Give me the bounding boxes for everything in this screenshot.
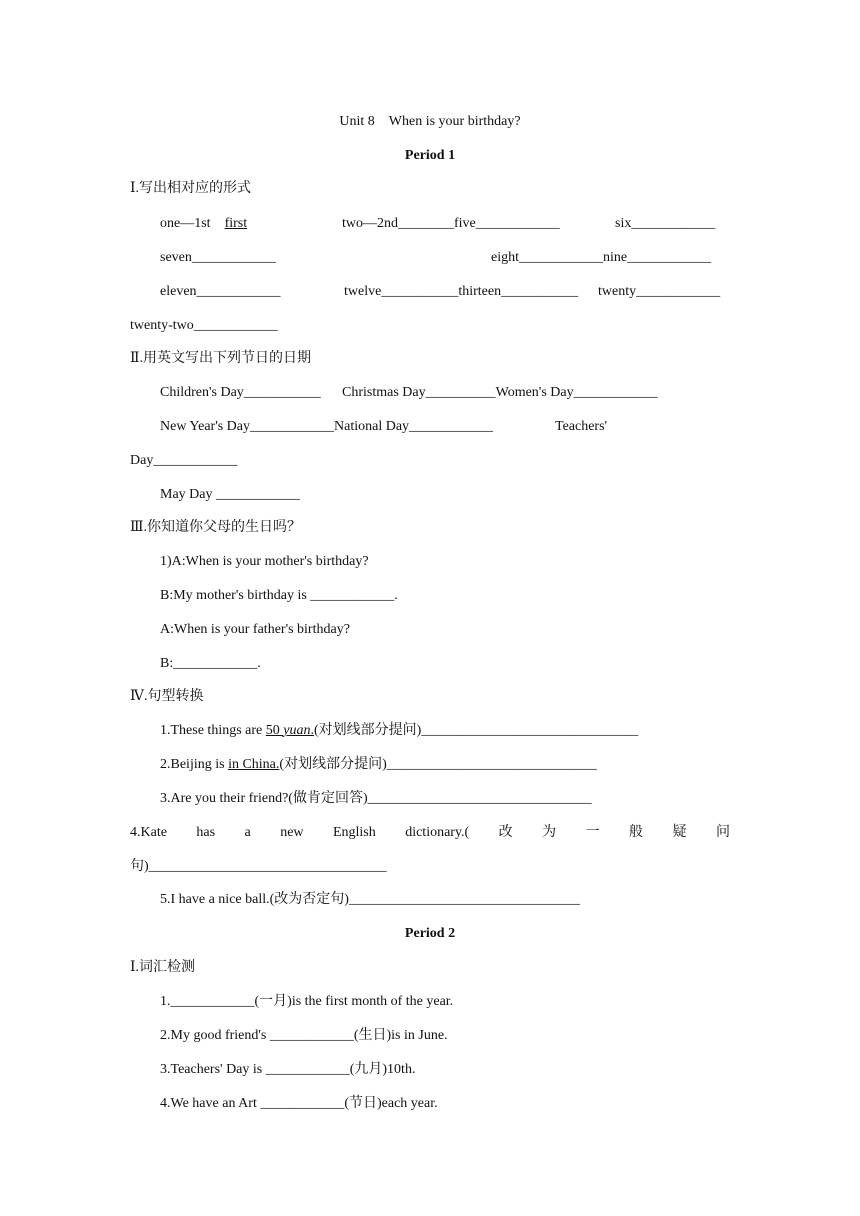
unit-title: Unit 8 When is your birthday? — [339, 114, 521, 129]
item-1-underlined-number: 50 — [265, 723, 284, 738]
vocab-item-2: 2.My good friend's ____________(生日)is in June. — [160, 1028, 448, 1043]
ordinal-two-five: two—2nd________five____________ — [342, 216, 560, 231]
transform-item-1 — [160, 722, 638, 740]
one-answer: first — [224, 216, 248, 231]
vocab-item-3: 3.Teachers' Day is ____________(九月)10th. — [160, 1062, 416, 1077]
item-4-word: 4.Kate — [130, 825, 167, 840]
item-4-word: 疑 — [672, 825, 687, 840]
item-2-text: 2.Beijing is — [160, 757, 229, 772]
period-2-heading: Period 2 — [404, 926, 456, 941]
item-1-underlined-unit: yuan — [283, 723, 311, 738]
transform-item-5: 5.I have a nice ball.(改为否定句)_________________________________ — [160, 892, 580, 907]
transform-item-4-cont: 句)__________________________________ — [130, 859, 387, 874]
item-4-word: 改 — [498, 825, 513, 840]
item-2-instruction: (对划线部分提问)______________________________ — [279, 757, 597, 772]
transform-item-2 — [160, 756, 597, 774]
dialog-a1: B:My mother's birthday is ____________. — [160, 588, 398, 603]
ordinal-seven: seven____________ — [160, 250, 276, 265]
holiday-may-day: May Day ____________ — [160, 487, 300, 502]
item-4-word: dictionary.( — [405, 825, 470, 840]
holiday-teachers-cont: Day____________ — [130, 453, 238, 468]
ordinal-twelve-thirteen: twelve___________thirteen___________ — [344, 284, 579, 299]
item-4-word: 般 — [629, 825, 644, 840]
transform-item-3: 3.Are you their friend?(做肯定回答)________________________________ — [160, 791, 592, 806]
ordinal-twenty: twenty____________ — [598, 284, 721, 299]
one-prefix: one—1st — [160, 216, 211, 231]
ordinal-eleven: eleven____________ — [160, 284, 281, 299]
dialog-q2: A:When is your father's birthday? — [160, 622, 350, 637]
item-4-word: a — [244, 825, 251, 840]
section-2-heading: Ⅱ.用英文写出下列节日的日期 — [130, 351, 312, 366]
item-2-underlined: in China. — [228, 757, 280, 772]
ordinal-eight-nine: eight____________nine____________ — [491, 250, 712, 265]
vocab-item-1: 1.____________(一月)is the first month of the year. — [160, 994, 454, 1009]
holiday-childrens-day: Children's Day___________ — [160, 385, 321, 400]
item-4-word: English — [332, 825, 376, 840]
dialog-a2: B:____________. — [160, 656, 261, 671]
ordinal-row-1 — [160, 215, 247, 233]
item-1-underlined-period: . — [310, 723, 314, 738]
item-4-word: has — [196, 825, 216, 840]
transform-item-4 — [130, 824, 730, 842]
holiday-teachers: Teachers' — [555, 419, 608, 434]
ordinal-six: six____________ — [615, 216, 716, 231]
period-1-heading: Period 1 — [404, 148, 456, 163]
ordinal-twenty-two: twenty-two____________ — [130, 318, 278, 333]
section-3-heading: Ⅲ.你知道你父母的生日吗？ — [130, 520, 302, 535]
section-4-heading: Ⅳ.句型转换 — [130, 689, 204, 704]
dialog-q1: 1)A:When is your mother's birthday? — [160, 554, 369, 569]
holiday-newyear-national: New Year's Day____________National Day____________ — [160, 419, 494, 434]
holiday-christmas-women: Christmas Day__________Women's Day____________ — [342, 385, 658, 400]
item-4-word: new — [280, 825, 304, 840]
item-1-underlined — [266, 723, 314, 738]
item-1-instruction: (对划线部分提问)_______________________________ — [313, 723, 639, 738]
item-1-text: 1.These things are — [160, 723, 266, 738]
section-1-heading: Ⅰ.写出相对应的形式 — [130, 181, 252, 196]
item-4-word: 一 — [585, 825, 600, 840]
item-4-word: 为 — [542, 825, 557, 840]
vocab-item-4: 4.We have an Art ____________(节日)each year. — [160, 1096, 438, 1111]
item-4-word: 问 — [715, 825, 730, 840]
vocab-heading: Ⅰ.词汇检测 — [130, 960, 196, 975]
